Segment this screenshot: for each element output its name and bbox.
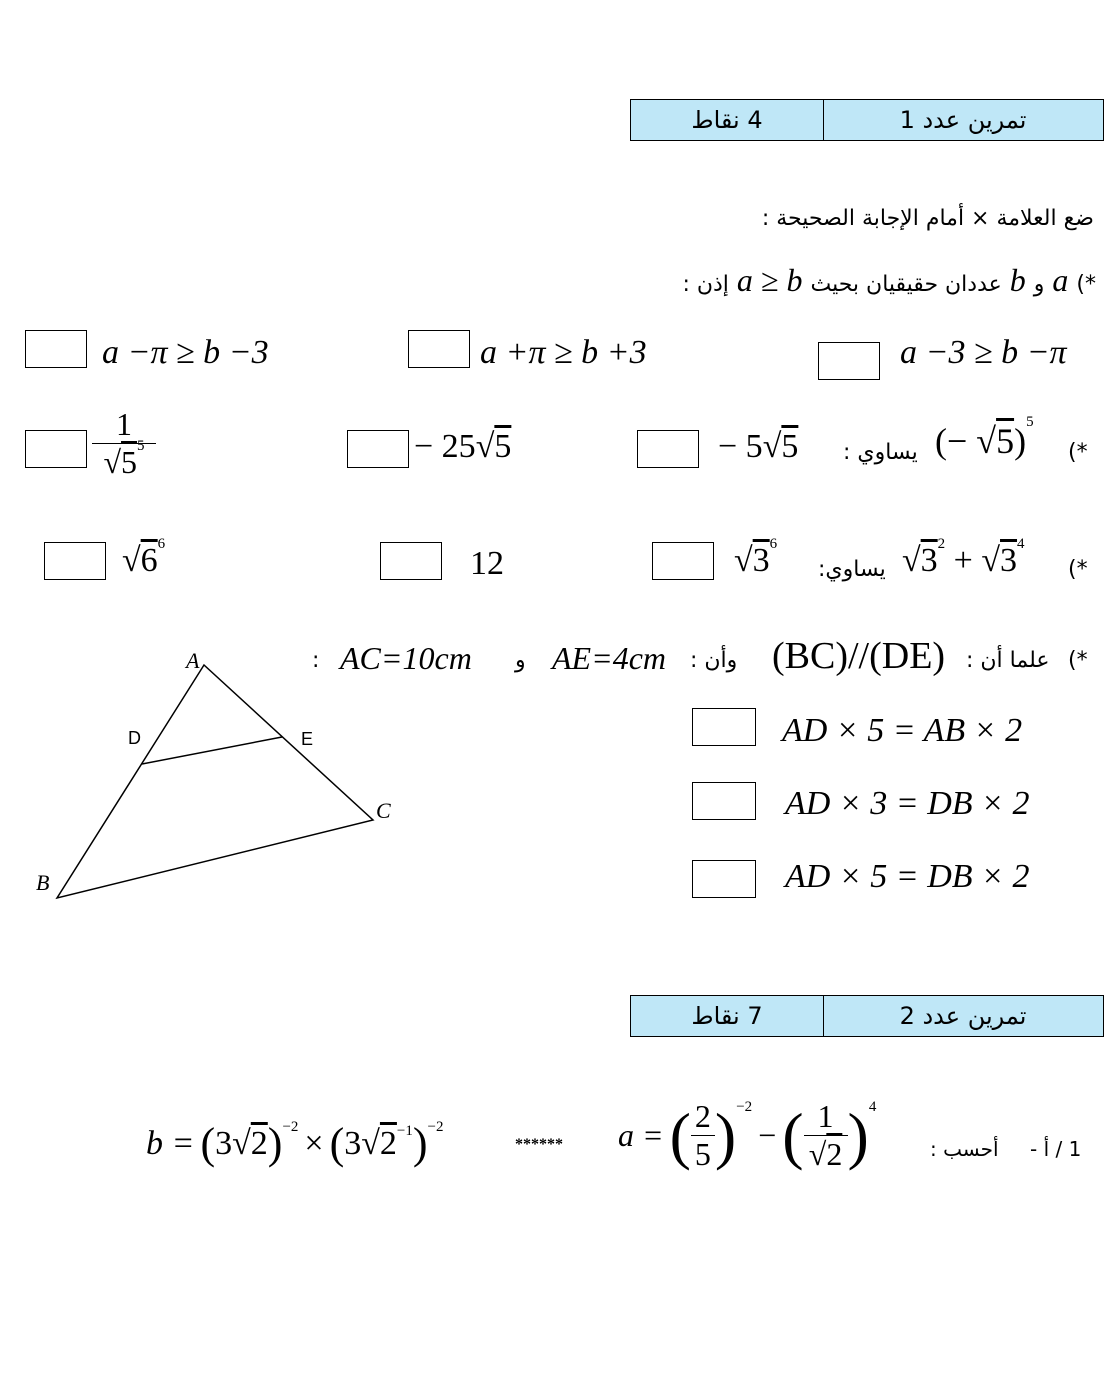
q2-option-2-rad: 5 (494, 428, 512, 465)
q4-checkbox-3[interactable] (692, 860, 756, 898)
expression-a: a = ( $\frac{2}{5}$ ) −2 − ( $\frac{1}{√2}$ ) 4 (618, 1098, 877, 1172)
expression-b-inner-exp: −1 (396, 1123, 413, 1139)
q1-option-1: a −3 ≥ b −π (900, 334, 1067, 371)
q4-option-3: AD × 5 = DB × 2 (785, 858, 1030, 895)
q2-option-3: $\frac{1}{√5^5}$ (92, 406, 156, 481)
expression-b-exp2: −2 (427, 1119, 444, 1135)
triangle-figure (0, 640, 420, 920)
q1-var-b: b (1009, 262, 1026, 298)
q2-option-1-coef: − 5 (718, 428, 763, 465)
q1-option-3: a −π ≥ b −3 (102, 334, 269, 371)
q4-text-2: وأن : (690, 648, 738, 673)
question-1 (682, 262, 1096, 299)
q3-expression: $√3^2 + √3^4$ (902, 536, 1025, 579)
exercise-2-header (630, 995, 1104, 1037)
expression-a-lhs: a = (618, 1117, 664, 1153)
q4-option-1: AD × 5 = AB × 2 (782, 712, 1023, 749)
q2-option-1: − 5√5 (718, 428, 799, 465)
q3-checkbox-2[interactable] (380, 542, 442, 580)
expression-b-coef2: 3 (344, 1124, 362, 1162)
expression-a-exp2: 4 (868, 1099, 877, 1115)
q1-checkbox-2[interactable] (408, 330, 470, 368)
label-a: A (186, 648, 200, 673)
expression-a-frac1-num: 2 (691, 1098, 715, 1136)
q2-option-3-num: 1 (92, 406, 156, 444)
q4-and: و (515, 648, 526, 673)
q1-var-a: a (1052, 262, 1069, 298)
q2-checkbox-1[interactable] (637, 430, 699, 468)
q3-rad-b: 3 (1000, 542, 1018, 579)
expression-b-rad2: 2 (379, 1124, 397, 1162)
q2-option-2: − 25√5 (414, 428, 512, 465)
expression-a-exp1: −2 (736, 1099, 753, 1115)
q4-checkbox-1[interactable] (692, 708, 756, 746)
label-d: D (128, 728, 141, 748)
q2-option-3-exp: 5 (137, 438, 145, 454)
exercise-2-points: 7 نقاط (691, 1002, 763, 1030)
q3-option-3: $√6^6$ (122, 536, 166, 579)
q2-option-2-coef: − 25 (414, 428, 476, 465)
ex2-question-number: 1 / أ - (1030, 1137, 1082, 1161)
exercise-1-points: 4 نقاط (691, 106, 763, 134)
q3-exp-b: 4 (1017, 536, 1025, 552)
label-b: B (36, 870, 50, 895)
instruction: ضع العلامة × أمام الإجابة الصحيحة : (761, 206, 1094, 231)
expression-b: b = ( 3 √ 2 ) −2 × ( 3 √ 2 −1 ) −2 (146, 1119, 444, 1168)
q2-prefix: *) (1068, 440, 1088, 465)
q3-rad-a: 3 (920, 542, 938, 579)
q1-checkbox-3[interactable] (25, 330, 87, 368)
q4-option-2: AD × 3 = DB × 2 (785, 785, 1030, 822)
q4-colon: : (312, 648, 320, 673)
q3-exp-a: 2 (937, 536, 946, 552)
expression-b-coef1: 3 (215, 1124, 233, 1162)
expression-a-frac2-rad: 2 (826, 1136, 843, 1172)
exercise-2-title: تمرين عدد 2 (823, 996, 1102, 1036)
q3-option-1-rad: 3 (752, 542, 770, 579)
q2-option-3-rad: 5 (121, 444, 138, 480)
q1-and: و (1033, 272, 1045, 297)
q3-prefix: *) (1068, 557, 1088, 582)
q1-condition: a ≥ b (736, 262, 803, 298)
q2-equals: يساوي : (843, 440, 918, 465)
q3-checkbox-1[interactable] (652, 542, 714, 580)
q3-checkbox-3[interactable] (44, 542, 106, 580)
label-c: C (376, 798, 391, 823)
expression-a-frac2-num: 1 (804, 1098, 848, 1136)
q3-option-3-exp: 6 (157, 536, 166, 552)
q2-checkbox-2[interactable] (347, 430, 409, 468)
q3-equals: يساوي: (818, 557, 886, 582)
exercise-1-title: تمرين عدد 1 (823, 100, 1102, 140)
label-e: E (301, 729, 314, 749)
q2-expression: (− √5)$^5$ (935, 414, 1034, 461)
q3-option-3-rad: 6 (140, 542, 158, 579)
expression-b-lhs: b = (146, 1124, 195, 1162)
q4-parallel: (BC)//(DE) (772, 635, 946, 677)
q3-option-1-exp: 6 (769, 536, 778, 552)
q1-prefix: *) (1076, 272, 1096, 297)
q2-checkbox-3[interactable] (25, 430, 87, 468)
q1-option-2: a +π ≥ b +3 (480, 334, 647, 371)
q4-text-1: علما أن : (966, 648, 1050, 673)
expression-a-minus: − (758, 1117, 777, 1153)
separator-stars: ****** (515, 1136, 563, 1153)
q4-checkbox-2[interactable] (692, 782, 756, 820)
ex2-question-text: أحسب : (930, 1137, 999, 1161)
expression-b-exp1: −2 (282, 1119, 299, 1135)
segment-de (142, 737, 282, 764)
q1-checkbox-1[interactable] (818, 342, 880, 380)
q1-middle-text: عددان حقيقيان بحيث (810, 272, 1002, 297)
q4-ac: AC=10cm (340, 640, 472, 676)
q1-suffix: إذن : (682, 272, 729, 297)
expression-b-times: × (304, 1124, 324, 1162)
expression-a-frac1-den: 5 (694, 1136, 711, 1172)
triangle-abc (57, 665, 373, 898)
exercise-1-header (630, 99, 1104, 141)
q3-option-1: $√3^6$ (734, 536, 778, 579)
q4-prefix: *) (1068, 648, 1088, 673)
q4-ae: AE=4cm (552, 640, 666, 676)
expression-b-rad1: 2 (250, 1124, 268, 1162)
q2-option-1-rad: 5 (781, 428, 799, 465)
q3-option-2: 12 (470, 545, 504, 582)
